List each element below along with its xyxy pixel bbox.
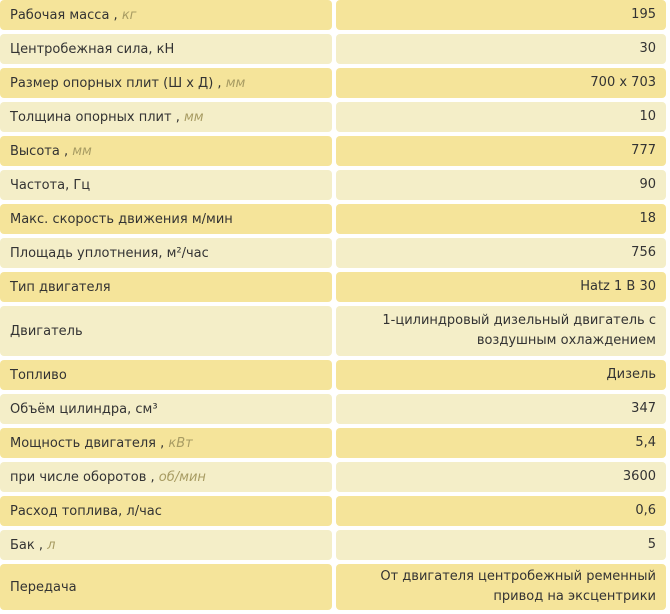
table-row: [0, 170, 670, 200]
table-row: [0, 68, 670, 98]
table-row: [0, 136, 670, 166]
spec-value: 90: [639, 177, 656, 192]
spec-label-cell: [0, 136, 332, 166]
spec-label: Бак ,: [10, 537, 44, 553]
spec-unit: кг: [121, 7, 137, 23]
spec-label: Толщина опорных плит ,: [10, 109, 180, 125]
spec-label: Высота ,: [10, 143, 69, 159]
spec-value: 5: [647, 537, 656, 552]
table-row: [0, 102, 670, 132]
spec-label-cell: [0, 496, 332, 526]
spec-value: Hatz 1 B 30: [580, 279, 656, 294]
spec-value: 347: [631, 401, 656, 416]
spec-value: 10: [639, 109, 656, 124]
spec-label: Макс. скорость движения м/мин: [10, 211, 233, 227]
table-row: [0, 462, 670, 492]
spec-value: 700 х 703: [590, 75, 656, 90]
spec-label-cell: [0, 272, 332, 302]
spec-unit: мм: [225, 75, 246, 91]
spec-value-cell: [336, 34, 666, 64]
spec-label-cell: [0, 68, 332, 98]
spec-value-cell: [336, 360, 666, 390]
spec-unit: мм: [183, 109, 204, 125]
table-row: [0, 0, 670, 30]
table-row: [0, 238, 670, 268]
spec-value-cell: [336, 68, 666, 98]
spec-label: Тип двигателя: [10, 279, 111, 295]
spec-label-cell: [0, 428, 332, 458]
spec-label: Частота, Гц: [10, 177, 91, 193]
spec-label-cell: [0, 462, 332, 492]
table-row: [0, 564, 670, 610]
spec-value: 18: [639, 211, 656, 226]
table-row: [0, 272, 670, 302]
spec-value-cell: [336, 530, 666, 560]
spec-value-cell: [336, 170, 666, 200]
table-row: [0, 496, 670, 526]
spec-label-cell: [0, 394, 332, 424]
spec-value-cell: [336, 496, 666, 526]
table-row: [0, 530, 670, 560]
spec-label: Мощность двигателя ,: [10, 435, 165, 451]
spec-value-cell: [336, 136, 666, 166]
spec-value: Дизель: [606, 367, 656, 382]
spec-value-cell: [336, 428, 666, 458]
spec-value-cell: [336, 0, 666, 30]
spec-label: Передача: [10, 579, 77, 595]
table-row: [0, 306, 670, 356]
spec-value-cell: [336, 462, 666, 492]
spec-label: при числе оборотов ,: [10, 469, 155, 485]
spec-value-cell: [336, 204, 666, 234]
spec-value-cell: [336, 564, 666, 610]
spec-unit: мм: [72, 143, 92, 159]
table-row: [0, 428, 670, 458]
spec-value: От двигателя центробежный ременный привод на эксцентрики: [380, 569, 656, 604]
spec-label-cell: [0, 170, 332, 200]
spec-value: 3600: [622, 469, 656, 484]
table-row: [0, 204, 670, 234]
spec-value-cell: [336, 238, 666, 268]
spec-label-cell: [0, 102, 332, 132]
table-row: [0, 394, 670, 424]
spec-label: Топливо: [10, 367, 67, 383]
spec-label: Центробежная сила, кН: [10, 41, 175, 57]
spec-label: Двигатель: [10, 323, 83, 339]
spec-value-cell: [336, 306, 666, 356]
spec-label: Рабочая масса ,: [10, 7, 118, 23]
spec-value-cell: [336, 102, 666, 132]
spec-label-cell: [0, 34, 332, 64]
spec-label-cell: [0, 530, 332, 560]
spec-label: Расход топлива, л/час: [10, 503, 162, 519]
spec-value: 30: [639, 41, 656, 56]
spec-value-cell: [336, 394, 666, 424]
spec-label: Площадь уплотнения, м²/час: [10, 245, 209, 261]
spec-value-cell: [336, 272, 666, 302]
spec-unit: л: [47, 537, 56, 553]
spec-label-cell: [0, 360, 332, 390]
spec-unit: кВт: [168, 435, 193, 451]
table-row: [0, 360, 670, 390]
spec-value: 5,4: [635, 435, 656, 450]
spec-value: 1-цилиндровый дизельный двигатель с воздушным охлаждением: [382, 313, 656, 348]
spec-label-cell: [0, 238, 332, 268]
spec-label: Объём цилиндра, см³: [10, 401, 158, 417]
spec-value: 777: [631, 143, 656, 158]
spec-label: Размер опорных плит (Ш х Д) ,: [10, 75, 222, 91]
spec-value: 756: [631, 245, 656, 260]
spec-label-cell: [0, 0, 332, 30]
spec-label-cell: [0, 564, 332, 610]
spec-value: 195: [631, 7, 656, 22]
table-row: [0, 34, 670, 64]
spec-unit: об/мин: [158, 469, 206, 485]
spec-label-cell: [0, 306, 332, 356]
spec-label-cell: [0, 204, 332, 234]
spec-value: 0,6: [635, 503, 656, 518]
